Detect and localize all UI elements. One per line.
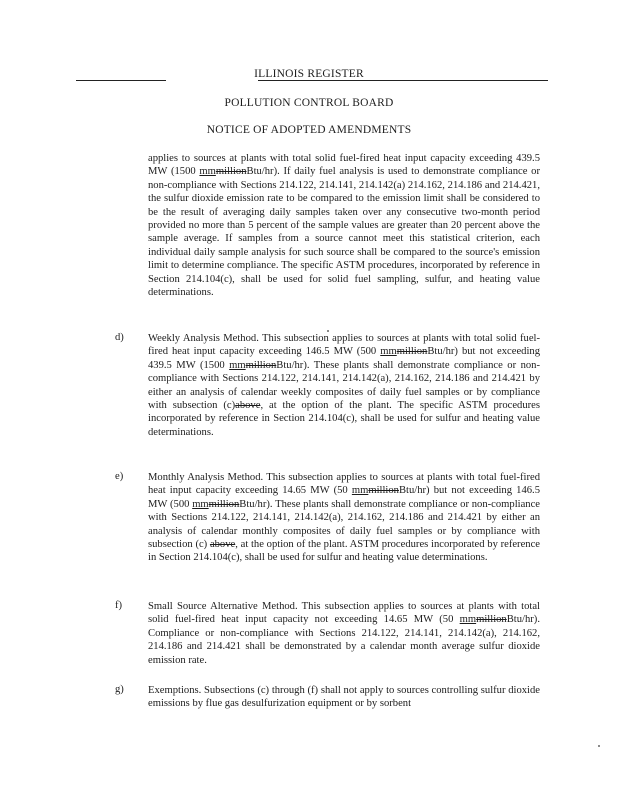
item-label-d: d) [115, 332, 124, 343]
header-rule-right [258, 80, 548, 81]
scan-speck [327, 330, 329, 332]
item-paragraph-d: Weekly Analysis Method. This subsection applies to sources at plants with total solid fuel-fired heat input capacity exceeding 146.5 MW (500 mmmillionBtu/hr) but not exceeding 439.5 MW (1500 mmmillionBtu/hr). These plants shall demonstrate compliance or non-compliance with Sections 214.122, 214.141, 214.142(a), 214.162, 214.186 and 214.421 by either an analysis of calendar weekly composites of daily fuel samples or by compliance with subsection (c)above, at the option of the plant. The specific ASTM procedures incorporated by reference in Section 214.104(c), shall be used for sulfur and heating value determinations. [148, 333, 540, 438]
item-paragraph-f: Small Source Alternative Method. This subsection applies to sources at plants with total solid fuel-fired heat input capacity not exceeding 14.65 MW (50 mmmillionBtu/hr). Compliance or non-compliance with Sections 214.122, 214.141, 214.142(a), 214.162, 214.186 and 214.421 shall be demonstrated by a calendar month average sulfur dioxide emission rate. [148, 601, 540, 666]
item-paragraph-g: Exemptions. Subsections (c) through (f) shall not apply to sources controlling sulfur dioxide emissions by flue gas desulfurization equipment or by sorbent [148, 685, 540, 710]
scan-speck [598, 745, 600, 747]
board-title: POLLUTION CONTROL BOARD [224, 97, 394, 109]
item-paragraph-e: Monthly Analysis Method. This subsection applies to sources at plants with total fuel-fired heat input capacity exceeding 14.65 MW (50 mmmillionBtu/hr) but not exceeding 146.5 MW (500 mmmillionBtu/hr). These plants shall demonstrate compliance or non-compliance with Sections 214.122, 214.141, 214.142(a), 214.162, 214.186 and 214.421 by either an analysis of calendar monthly composites of daily fuel samples or by compliance with subsection (c) above, at the option of the plant. ASTM procedures incorporated by reference in Section 214.104(c), shall be used for sulfur and heating value determinations. [148, 472, 541, 564]
item-label-f: f) [115, 600, 123, 611]
header-rule-left [76, 80, 166, 81]
notice-title: NOTICE OF ADOPTED AMENDMENTS [206, 124, 412, 136]
register-title: ILLINOIS REGISTER [254, 68, 364, 80]
continuation-paragraph: applies to sources at plants with total solid fuel-fired heat input capacity exceeding 439.5 MW (1500 mmmillionBtu/hr). If daily fuel analysis is used to demonstrate compliance or non-compliance with Sections 214.122, 214.141, 214.142(a) 214.162, 214.186 and 214.421, the sulfur dioxide emission rate to be compared to the emission limit shall be considered to be the result of averaging daily samples taken over any consecutive two-month period provided no more than 5 percent of the sample values are greater than 20 percent above the sample average. If samples from a source cannot meet this statistical criterion, each individual daily sample analysis for such source shall be compared to the source's emission limit to determine compliance. The specific ASTM procedures, incorporated by reference in Section 214.104(c), shall be used for solid fuel sampling, sulfur, and heating value determinations. [148, 153, 540, 299]
item-label-e: e) [115, 471, 124, 482]
item-label-g: g) [115, 684, 124, 695]
